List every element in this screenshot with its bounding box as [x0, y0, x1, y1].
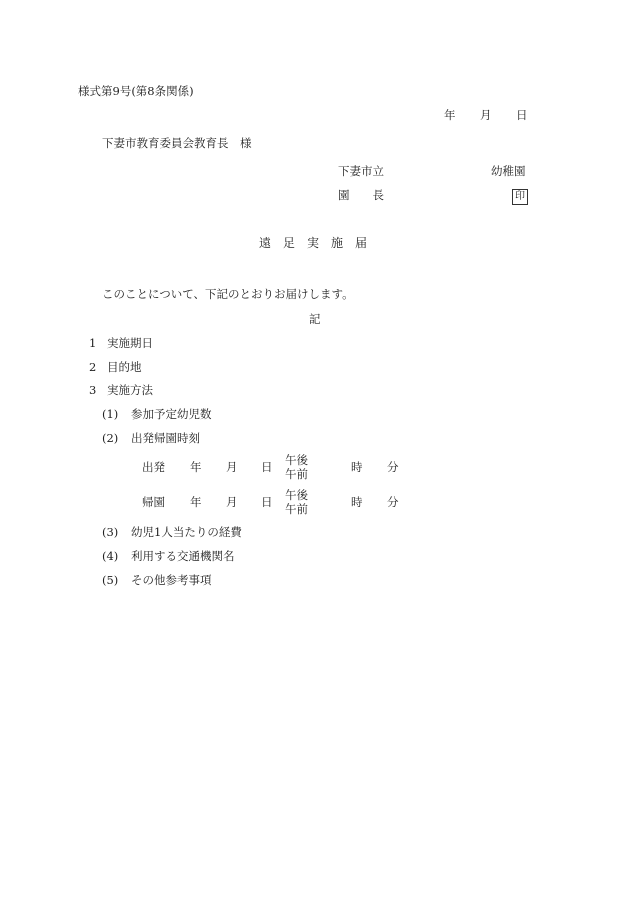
item-label: 目的地 [107, 360, 142, 374]
time-row-day: 日 [261, 460, 273, 474]
seal-mark: 印 [512, 189, 528, 205]
subitem-number: (5) [102, 573, 119, 587]
subitem-number: (3) [102, 525, 119, 539]
time-row-month: 月 [226, 460, 238, 474]
intro-text: このことについて、下記のとおりお届けします。 [102, 287, 354, 301]
document-title: 遠 足 実 施 届 [259, 236, 368, 250]
time-row-label: 帰園 [142, 495, 165, 509]
time-row-minute: 分 [387, 460, 399, 474]
sender-kindergarten: 幼稚園 [491, 164, 526, 178]
time-row-year: 年 [190, 460, 202, 474]
form-number: 様式第9号(第8条関係) [78, 84, 194, 98]
time-row-am: 午前 [285, 467, 308, 481]
time-row-month: 月 [226, 495, 238, 509]
subitem-label: 出発帰園時刻 [131, 431, 200, 445]
time-row-label: 出発 [142, 460, 165, 474]
subitem-number: (4) [102, 549, 119, 563]
time-row-pm: 午後 [285, 488, 308, 502]
addressee: 下妻市教育委員会教育長 様 [102, 136, 252, 150]
time-row-hour: 時 [351, 495, 363, 509]
time-row-pm: 午後 [285, 453, 308, 467]
subitem-number: (1) [102, 407, 119, 421]
item-number: 2 [89, 360, 97, 374]
time-row-ampm [285, 488, 308, 516]
subitem-label: 幼児1人当たりの経費 [131, 525, 242, 539]
time-row-am: 午前 [285, 502, 308, 516]
subitem-label: 参加予定幼児数 [131, 407, 212, 421]
subitem-number: (2) [102, 431, 119, 445]
principal-label: 園 長 [338, 188, 384, 202]
subitem-label: 利用する交通機関名 [131, 549, 235, 563]
item-number: 3 [89, 383, 97, 397]
item-number: 1 [89, 336, 97, 350]
item-label: 実施期日 [107, 336, 153, 350]
time-row-year: 年 [190, 495, 202, 509]
time-row-minute: 分 [387, 495, 399, 509]
time-row-day: 日 [261, 495, 273, 509]
time-row-ampm [285, 453, 308, 481]
date-day: 日 [516, 108, 528, 122]
sender-city: 下妻市立 [338, 164, 384, 178]
subitem-label: その他参考事項 [131, 573, 212, 587]
date-month: 月 [480, 108, 492, 122]
item-label: 実施方法 [107, 383, 153, 397]
ki-heading: 記 [309, 312, 321, 326]
date-year: 年 [444, 108, 456, 122]
time-row-hour: 時 [351, 460, 363, 474]
